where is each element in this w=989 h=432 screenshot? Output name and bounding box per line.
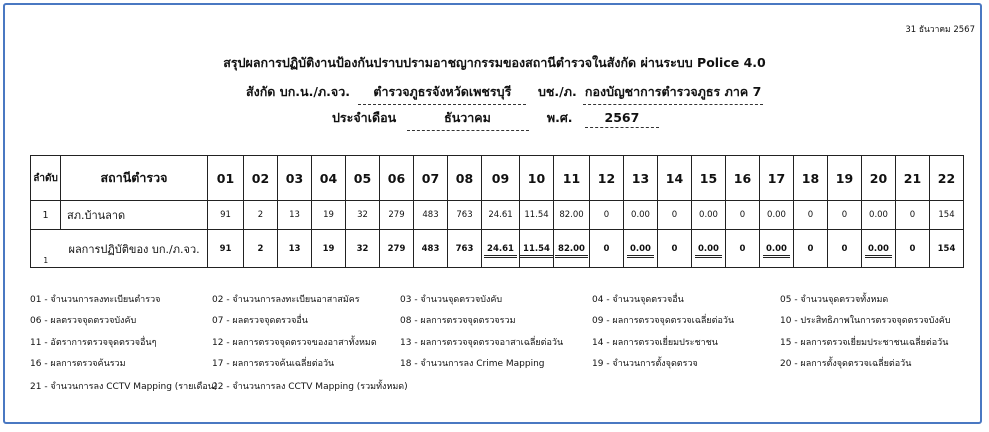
total-value-cell — [448, 230, 482, 268]
row-seq: 1 — [31, 201, 61, 230]
row-value: 11.54 — [520, 201, 554, 230]
row-value: 19 — [312, 201, 346, 230]
legend-item: 18 - จำนวนการลง Crime Mapping — [400, 359, 545, 369]
total-value-cell — [380, 230, 414, 268]
total-value: 2 — [257, 243, 264, 254]
table-row — [31, 201, 964, 230]
row-value: 0 — [658, 201, 692, 230]
row-value: 91 — [208, 201, 244, 230]
legend-item: 08 - ผลการตรวจจุดตรวจรวม — [400, 316, 516, 326]
total-value-cell — [590, 230, 624, 268]
total-value: 483 — [421, 243, 440, 254]
header-station: สถานีตำรวจ — [61, 156, 208, 201]
total-value-cell — [278, 230, 312, 268]
header-col-20: 20 — [862, 156, 896, 201]
legend-item: 06 - ผลตรวจจุดตรวจบังคับ — [30, 316, 137, 326]
row-value: 0.00 — [862, 201, 896, 230]
header-col-10: 10 — [520, 156, 554, 201]
header-col-06: 06 — [380, 156, 414, 201]
total-value: 0.00 — [763, 244, 790, 258]
header-col-16: 16 — [726, 156, 760, 201]
bch-line — [538, 82, 763, 105]
row-value: 0.00 — [624, 201, 658, 230]
total-value: 0 — [739, 243, 746, 254]
legend-item: 16 - ผลการตรวจค้นรวม — [30, 359, 126, 369]
header-col-17: 17 — [760, 156, 794, 201]
legend-item: 17 - ผลการตรวจค้นเฉลี่ยต่อวัน — [212, 359, 335, 369]
total-value: 763 — [455, 243, 474, 254]
total-value-cell — [692, 230, 726, 268]
header-col-09: 09 — [482, 156, 520, 201]
total-seq: 1 — [31, 230, 61, 268]
header-seq: ลำดับ — [31, 156, 61, 201]
legend-item: 05 - จำนวนจุดตรวจทั้งหมด — [780, 295, 889, 305]
month-value: ธันวาคม — [407, 108, 529, 131]
total-value: 154 — [937, 243, 956, 254]
total-value-cell — [208, 230, 244, 268]
header-col-02: 02 — [244, 156, 278, 201]
row-value: 0 — [590, 201, 624, 230]
total-label: ผลการปฏิบัติของ บก./ภ.จว. — [61, 230, 208, 268]
report-title: สรุปผลการปฏิบัติงานป้องกันปราบปรามอาชญากรรมของสถานีตำรวจในสังกัด ผ่านระบบ Police 4.0 — [223, 55, 766, 70]
header-col-13: 13 — [624, 156, 658, 201]
period-line — [332, 108, 659, 131]
total-value-cell — [346, 230, 380, 268]
header-col-15: 15 — [692, 156, 726, 201]
header-col-14: 14 — [658, 156, 692, 201]
report-date: 31 ธันวาคม 2567 — [905, 25, 975, 35]
header-col-01: 01 — [208, 156, 244, 201]
row-value: 0 — [726, 201, 760, 230]
total-value-cell — [828, 230, 862, 268]
month-label: ประจำเดือน — [332, 110, 397, 125]
total-value: 82.00 — [555, 244, 588, 258]
total-value-cell — [930, 230, 964, 268]
total-value-cell — [794, 230, 828, 268]
row-value: 483 — [414, 201, 448, 230]
total-value: 13 — [288, 243, 301, 254]
total-value: 11.54 — [520, 244, 553, 258]
row-value: 0.00 — [692, 201, 726, 230]
total-value: 0.00 — [695, 244, 722, 258]
total-value-cell — [658, 230, 692, 268]
row-value: 13 — [278, 201, 312, 230]
header-col-03: 03 — [278, 156, 312, 201]
legend-item: 04 - จำนวนจุดตรวจอื่น — [592, 295, 684, 305]
row-value: 0.00 — [760, 201, 794, 230]
header-col-19: 19 — [828, 156, 862, 201]
row-value: 0 — [896, 201, 930, 230]
total-value-cell — [726, 230, 760, 268]
row-value: 0 — [794, 201, 828, 230]
total-value: 32 — [356, 243, 369, 254]
total-value-cell — [520, 230, 554, 268]
row-value: 82.00 — [554, 201, 590, 230]
legend-item: 20 - ผลการตั้งจุดตรวจเฉลี่ยต่อวัน — [780, 359, 912, 369]
total-value-cell — [896, 230, 930, 268]
row-value: 279 — [380, 201, 414, 230]
total-value-cell — [624, 230, 658, 268]
legend-item: 09 - ผลการตรวจจุดตรวจเฉลี่ยต่อวัน — [592, 316, 735, 326]
total-value-cell — [414, 230, 448, 268]
row-value: 154 — [930, 201, 964, 230]
header-col-07: 07 — [414, 156, 448, 201]
year-value: 2567 — [585, 110, 659, 128]
legend-item: 10 - ประสิทธิภาพในการตรวจจุดตรวจบังคับ — [780, 316, 951, 326]
row-value: 2 — [244, 201, 278, 230]
legend-item: 14 - ผลการตรวจเยี่ยมประชาชน — [592, 338, 718, 348]
year-label: พ.ศ. — [546, 110, 573, 125]
legend-item: 03 - จำนวนจุดตรวจบังคับ — [400, 295, 503, 305]
total-value: 0.00 — [627, 244, 654, 258]
total-value: 91 — [219, 243, 232, 254]
header-col-12: 12 — [590, 156, 624, 201]
legend-item: 19 - จำนวนการตั้งจุดตรวจ — [592, 359, 698, 369]
row-value: 24.61 — [482, 201, 520, 230]
header-col-04: 04 — [312, 156, 346, 201]
total-value: 0 — [909, 243, 916, 254]
legend-item: 13 - ผลการตรวจจุดตรวจอาสาเฉลี่ยต่อวัน — [400, 338, 564, 348]
header-col-05: 05 — [346, 156, 380, 201]
total-value: 19 — [322, 243, 335, 254]
total-value-cell — [244, 230, 278, 268]
total-value-cell — [312, 230, 346, 268]
total-value: 0 — [841, 243, 848, 254]
total-value: 0 — [603, 243, 610, 254]
total-row — [31, 230, 964, 268]
total-value: 24.61 — [484, 244, 517, 258]
header-col-11: 11 — [554, 156, 590, 201]
total-value: 0 — [671, 243, 678, 254]
row-station: สภ.บ้านลาด — [61, 201, 208, 230]
total-value-cell — [862, 230, 896, 268]
legend-item: 22 - จำนวนการลง CCTV Mapping (รวมทั้งหมด) — [212, 382, 408, 392]
legend-item: 02 - จำนวนการลงทะเบียนอาสาสมัคร — [212, 295, 360, 305]
header-col-18: 18 — [794, 156, 828, 201]
row-value: 763 — [448, 201, 482, 230]
legend-item: 21 - จำนวนการลง CCTV Mapping (รายเดือน) — [30, 382, 218, 392]
affiliation-value: ตำรวจภูธรจังหวัดเพชรบุรี — [358, 82, 526, 105]
total-value: 279 — [387, 243, 406, 254]
results-table — [30, 155, 964, 268]
row-value: 0 — [828, 201, 862, 230]
header-col-22: 22 — [930, 156, 964, 201]
affiliation-label: สังกัด บก.น./ภ.จว. — [246, 84, 350, 99]
header-col-08: 08 — [448, 156, 482, 201]
total-value-cell — [482, 230, 520, 268]
bch-value: กองบัญชาการตำรวจภูธร ภาค 7 — [583, 82, 763, 105]
header-col-21: 21 — [896, 156, 930, 201]
bch-label: บช./ภ. — [538, 84, 577, 99]
legend-item: 12 - ผลการตรวจจุดตรวจของอาสาทั้งหมด — [212, 338, 377, 348]
total-value-cell — [760, 230, 794, 268]
legend-item: 11 - อัตราการตรวจจุดตรวจอื่นๆ — [30, 338, 157, 348]
affiliation-line — [246, 82, 526, 105]
legend-item: 01 - จำนวนการลงทะเบียนตำรวจ — [30, 295, 161, 305]
total-value: 0 — [807, 243, 814, 254]
table-header-row — [31, 156, 964, 201]
total-value: 0.00 — [865, 244, 892, 258]
total-value-cell — [554, 230, 590, 268]
legend-item: 15 - ผลการตรวจเยี่ยมประชาชนเฉลี่ยต่อวัน — [780, 338, 949, 348]
legend-item: 07 - ผลตรวจจุดตรวจอื่น — [212, 316, 308, 326]
row-value: 32 — [346, 201, 380, 230]
